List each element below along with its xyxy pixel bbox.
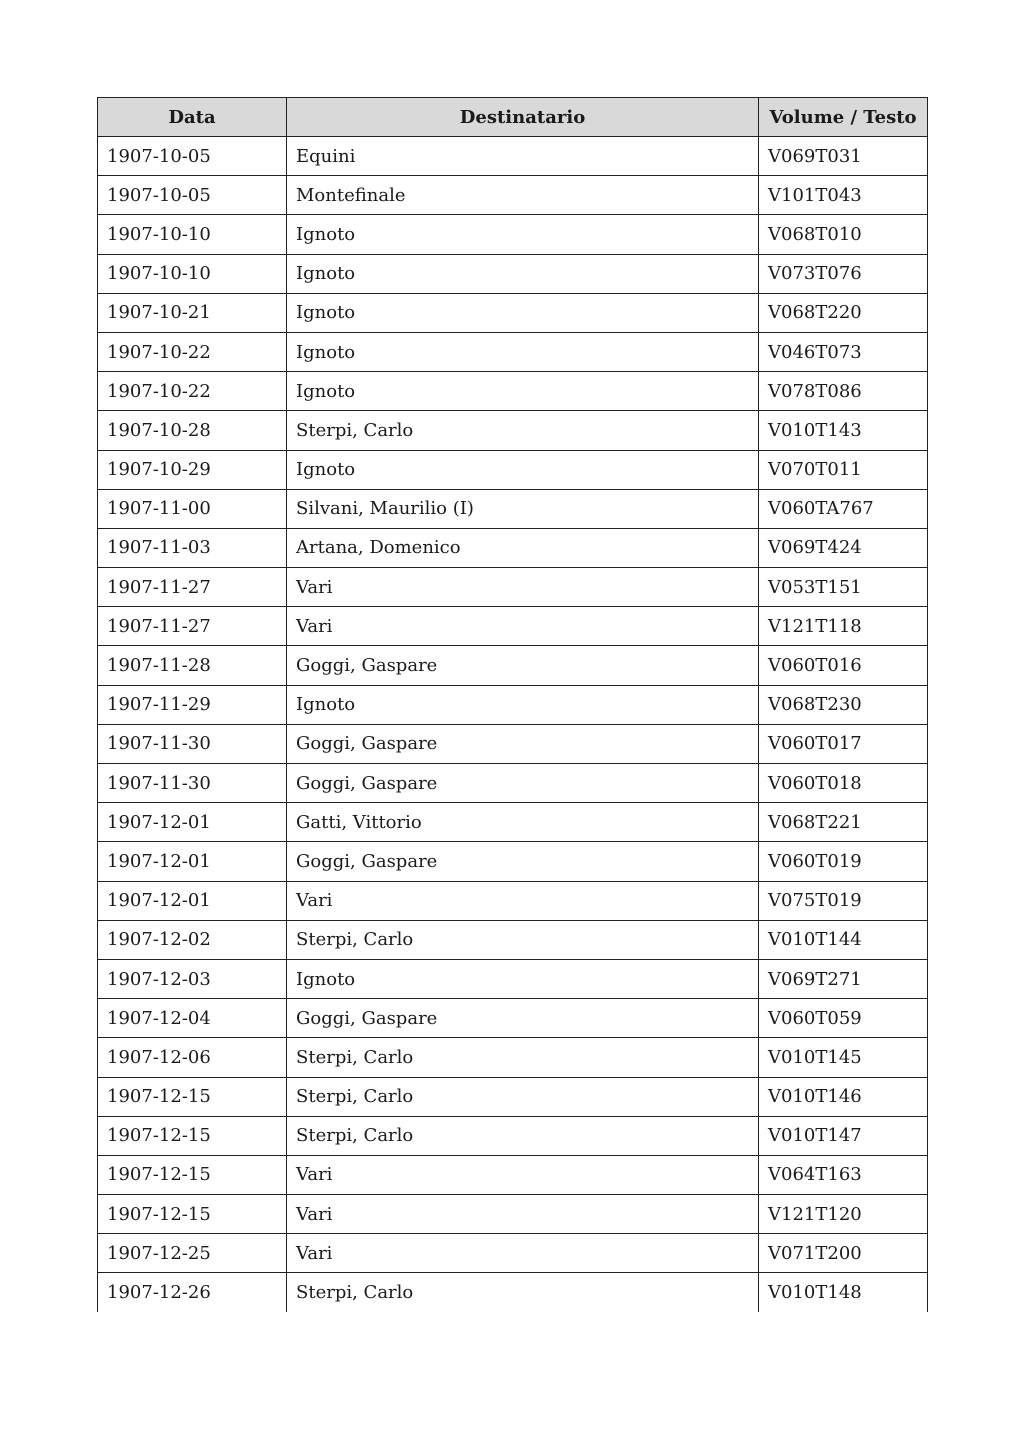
- cell-date: 1907-11-30: [98, 724, 287, 763]
- cell-date: 1907-10-28: [98, 411, 287, 450]
- cell-volume-text: V121T118: [759, 607, 928, 646]
- cell-date: 1907-10-29: [98, 450, 287, 489]
- cell-recipient: Sterpi, Carlo: [287, 411, 759, 450]
- cell-recipient: Ignoto: [287, 372, 759, 411]
- cell-recipient: Artana, Domenico: [287, 528, 759, 567]
- cell-volume-text: V060T017: [759, 724, 928, 763]
- cell-volume-text: V078T086: [759, 372, 928, 411]
- cell-recipient: Goggi, Gaspare: [287, 646, 759, 685]
- cell-date: 1907-12-25: [98, 1234, 287, 1273]
- cell-recipient: Sterpi, Carlo: [287, 1077, 759, 1116]
- cell-recipient: Ignoto: [287, 254, 759, 293]
- table-row: [98, 803, 928, 842]
- cell-date: 1907-12-01: [98, 803, 287, 842]
- cell-date: 1907-12-02: [98, 920, 287, 959]
- cell-date: 1907-12-15: [98, 1195, 287, 1234]
- cell-volume-text: V060T016: [759, 646, 928, 685]
- cell-volume-text: V010T146: [759, 1077, 928, 1116]
- table-row: [98, 215, 928, 254]
- cell-recipient: Sterpi, Carlo: [287, 920, 759, 959]
- cell-date: 1907-10-22: [98, 372, 287, 411]
- table-row: [98, 137, 928, 176]
- cell-volume-text: V069T271: [759, 959, 928, 998]
- table-row: [98, 764, 928, 803]
- table-row: [98, 1234, 928, 1273]
- table-row: [98, 685, 928, 724]
- cell-recipient: Ignoto: [287, 685, 759, 724]
- cell-volume-text: V060TA767: [759, 489, 928, 528]
- table-row: [98, 646, 928, 685]
- table-row: [98, 881, 928, 920]
- cell-date: 1907-12-04: [98, 999, 287, 1038]
- cell-date: 1907-12-06: [98, 1038, 287, 1077]
- cell-date: 1907-11-29: [98, 685, 287, 724]
- table-row: [98, 332, 928, 371]
- cell-recipient: Sterpi, Carlo: [287, 1273, 759, 1312]
- cell-date: 1907-12-15: [98, 1077, 287, 1116]
- cell-volume-text: V073T076: [759, 254, 928, 293]
- cell-volume-text: V068T221: [759, 803, 928, 842]
- cell-date: 1907-12-26: [98, 1273, 287, 1312]
- cell-recipient: Montefinale: [287, 176, 759, 215]
- cell-recipient: Vari: [287, 1195, 759, 1234]
- cell-date: 1907-11-27: [98, 568, 287, 607]
- table-row: [98, 254, 928, 293]
- cell-date: 1907-10-05: [98, 137, 287, 176]
- cell-recipient: Vari: [287, 1234, 759, 1273]
- cell-recipient: Goggi, Gaspare: [287, 842, 759, 881]
- cell-volume-text: V075T019: [759, 881, 928, 920]
- cell-recipient: Vari: [287, 881, 759, 920]
- table-row: [98, 1077, 928, 1116]
- cell-date: 1907-10-10: [98, 215, 287, 254]
- cell-recipient: Ignoto: [287, 450, 759, 489]
- cell-recipient: Vari: [287, 568, 759, 607]
- cell-volume-text: V010T143: [759, 411, 928, 450]
- cell-volume-text: V010T144: [759, 920, 928, 959]
- cell-date: 1907-12-03: [98, 959, 287, 998]
- table-body: [98, 137, 928, 1313]
- cell-recipient: Goggi, Gaspare: [287, 724, 759, 763]
- cell-recipient: Ignoto: [287, 293, 759, 332]
- cell-volume-text: V010T147: [759, 1116, 928, 1155]
- cell-date: 1907-11-03: [98, 528, 287, 567]
- table-row: [98, 999, 928, 1038]
- table-row: [98, 568, 928, 607]
- cell-date: 1907-11-30: [98, 764, 287, 803]
- cell-recipient: Gatti, Vittorio: [287, 803, 759, 842]
- cell-date: 1907-10-22: [98, 332, 287, 371]
- table-row: [98, 1116, 928, 1155]
- table-row: [98, 724, 928, 763]
- cell-date: 1907-12-01: [98, 842, 287, 881]
- cell-volume-text: V046T073: [759, 332, 928, 371]
- table-header: [98, 98, 928, 137]
- header-recipient: Destinatario: [287, 98, 759, 137]
- header-row: [98, 98, 928, 137]
- cell-volume-text: V060T059: [759, 999, 928, 1038]
- cell-date: 1907-10-05: [98, 176, 287, 215]
- header-date: Data: [98, 98, 287, 137]
- table-row: [98, 1273, 928, 1312]
- cell-recipient: Vari: [287, 607, 759, 646]
- table-row: [98, 411, 928, 450]
- cell-recipient: Goggi, Gaspare: [287, 999, 759, 1038]
- cell-date: 1907-12-15: [98, 1155, 287, 1194]
- table-row: [98, 920, 928, 959]
- cell-date: 1907-11-00: [98, 489, 287, 528]
- table-row: [98, 1155, 928, 1194]
- cell-date: 1907-11-28: [98, 646, 287, 685]
- table-row: [98, 528, 928, 567]
- table-row: [98, 293, 928, 332]
- cell-recipient: Equini: [287, 137, 759, 176]
- table-row: [98, 959, 928, 998]
- cell-date: 1907-12-15: [98, 1116, 287, 1155]
- cell-volume-text: V068T230: [759, 685, 928, 724]
- cell-volume-text: V010T148: [759, 1273, 928, 1312]
- table-row: [98, 176, 928, 215]
- cell-volume-text: V010T145: [759, 1038, 928, 1077]
- cell-volume-text: V121T120: [759, 1195, 928, 1234]
- cell-volume-text: V068T220: [759, 293, 928, 332]
- table-row: [98, 1038, 928, 1077]
- cell-volume-text: V068T010: [759, 215, 928, 254]
- cell-volume-text: V069T424: [759, 528, 928, 567]
- cell-date: 1907-10-10: [98, 254, 287, 293]
- cell-recipient: Goggi, Gaspare: [287, 764, 759, 803]
- table-row: [98, 450, 928, 489]
- cell-recipient: Ignoto: [287, 332, 759, 371]
- cell-recipient: Sterpi, Carlo: [287, 1038, 759, 1077]
- table-row: [98, 607, 928, 646]
- header-volume-text: Volume / Testo: [759, 98, 928, 137]
- cell-volume-text: V053T151: [759, 568, 928, 607]
- table-row: [98, 842, 928, 881]
- cell-volume-text: V060T019: [759, 842, 928, 881]
- cell-volume-text: V064T163: [759, 1155, 928, 1194]
- cell-volume-text: V060T018: [759, 764, 928, 803]
- cell-recipient: Ignoto: [287, 215, 759, 254]
- table-row: [98, 1195, 928, 1234]
- cell-volume-text: V101T043: [759, 176, 928, 215]
- table-row: [98, 372, 928, 411]
- cell-date: 1907-10-21: [98, 293, 287, 332]
- cell-recipient: Ignoto: [287, 959, 759, 998]
- cell-recipient: Silvani, Maurilio (I): [287, 489, 759, 528]
- table-row: [98, 489, 928, 528]
- cell-recipient: Vari: [287, 1155, 759, 1194]
- cell-recipient: Sterpi, Carlo: [287, 1116, 759, 1155]
- cell-volume-text: V071T200: [759, 1234, 928, 1273]
- cell-volume-text: V070T011: [759, 450, 928, 489]
- cell-date: 1907-12-01: [98, 881, 287, 920]
- cell-date: 1907-11-27: [98, 607, 287, 646]
- letters-table: [97, 97, 928, 1312]
- cell-volume-text: V069T031: [759, 137, 928, 176]
